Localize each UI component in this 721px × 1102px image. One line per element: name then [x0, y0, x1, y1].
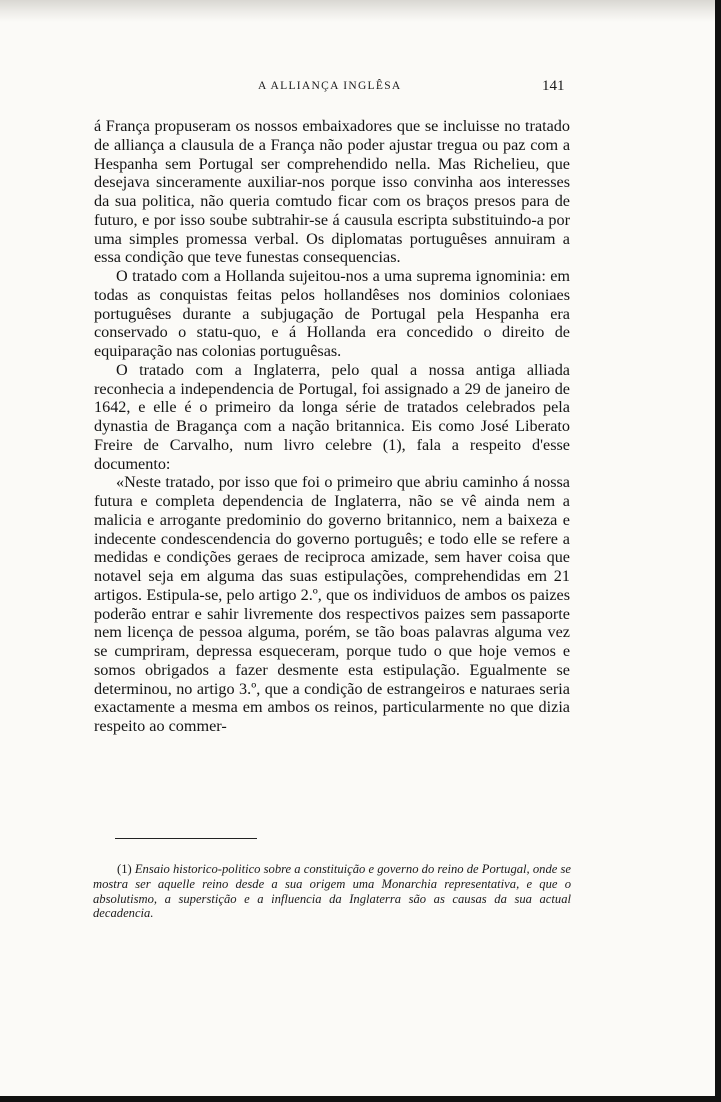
- paragraph: O tratado com a Hollanda sujeitou-nos a uma suprema ignominia: em todas as conquistas feitas pelos hollandêses nos dominios coloniaes portuguêses durante a subjugação de Portugal pela Hespanha era conservado o statu-quo, e á Hollanda era concedido o direito de equiparação nas colonias portuguêsas.: [94, 267, 570, 360]
- paragraph: á França propuseram os nossos embaixadores que se incluisse no tratado de alliança a clausula de a França não poder ajustar tregua ou paz com a Hespanha sem Portugal ser comprehendido nella. Mas Richelieu, que desejava sinceramente auxiliar-nos porque isso convinha aos interesses da sua politica, não queria comtudo ficar com os braços presos para de futuro, e por isso soube subtrahir-se á causula escripta substituindo-a por uma simples promessa verbal. Os diplomatas portuguêses annuiram a essa condição que teve funestas consequencias.: [94, 117, 570, 267]
- footnote-divider: [115, 838, 257, 839]
- scan-shadow: [0, 0, 715, 22]
- footnote-text: Ensaio historico-politico sobre a constituição e governo do reino de Portugal, onde se mostra ser aquelle reino desde a sua origem uma Monarchia representativa, e que o absolutismo, a superstição e a influencia da Inglaterra são as causas da sua actual decadencia.: [93, 862, 571, 921]
- paragraph: O tratado com a Inglaterra, pelo qual a nossa antiga alliada reconhecia a independencia de Portugal, foi assignado a 29 de janeiro de 1642, e elle é o primeiro da longa série de tratados celebrados pela dynastia de Bragança com a nação britannica. Eis como José Liberato Freire de Carvalho, num livro celebre (1), fala a respeito d'esse documento:: [94, 360, 570, 473]
- body-text: [94, 117, 570, 736]
- paragraph: «Neste tratado, por isso que foi o primeiro que abriu caminho á nossa futura e completa dependencia de Inglaterra, não se vê ainda nem a malicia e arrogante predominio do governo britannico, nem a baixeza e indecente condescendencia do governo português; e todo elle se refere a medidas e condições geraes de reciproca amizade, sem haver coisa que notavel seja em alguma das suas estipulações, comprehendidas em 21 artigos. Estipula-se, pelo artigo 2.º, que os individuos de ambos os paizes poderão entrar e sahir livremente dos respectivos paizes sem passaporte nem licença de pessoa alguma, porém, se tão boas palavras alguma vez se cumpriram, depressa esqueceram, porque tudo o que hoje vemos e somos obrigados a fazer desmente esta estipulação. Egualmente se determinou, no artigo 3.º, que a condição de estrangeiros e naturaes seria exactamente a mesma em ambos os reinos, particularmente no que dizia respeito ao commer-: [94, 473, 570, 735]
- running-head: [0, 78, 715, 98]
- page-number: 141: [542, 78, 565, 94]
- running-title: A ALLIANÇA INGLÊSA: [258, 80, 402, 92]
- footnote-marker: (1): [117, 862, 132, 876]
- footnote: [93, 862, 571, 921]
